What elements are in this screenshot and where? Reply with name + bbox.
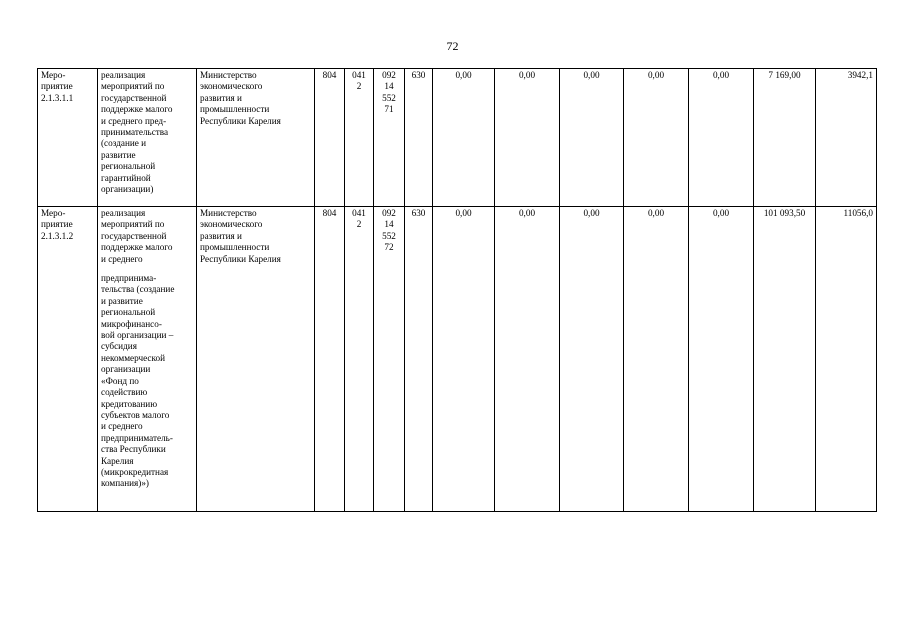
rzpr-cell: 041 2 [345,207,374,512]
grbs-cell: 804 [315,69,345,207]
value-cell-4: 0,00 [624,207,689,512]
measure-cell: Меро- приятие 2.1.3.1.1 [38,69,98,207]
measure-cell: Меро- приятие 2.1.3.1.2 [38,207,98,512]
csr-cell: 092 14 552 72 [374,207,405,512]
value-cell-2: 0,00 [495,69,560,207]
value-cell-6: 101 093,50 [754,207,816,512]
budget-table [37,68,877,512]
value-cell-3: 0,00 [560,69,624,207]
vr-cell: 630 [405,207,433,512]
value-cell-6: 7 169,00 [754,69,816,207]
value-cell-7: 3942,1 [816,69,877,207]
value-cell-5: 0,00 [689,207,754,512]
value-cell-7: 11056,0 [816,207,877,512]
value-cell-5: 0,00 [689,69,754,207]
csr-cell: 092 14 552 71 [374,69,405,207]
value-cell-4: 0,00 [624,69,689,207]
value-cell-2: 0,00 [495,207,560,512]
organization-cell: Министерство экономического развития и промышленности Республики Карелия [197,69,315,207]
page-number: 72 [446,39,459,53]
description-cell: реализация мероприятий по государственной поддержке малого и среднего пред- принимательства (создание и развитие региональной гарантийной организации) [98,69,197,207]
rzpr-cell: 041 2 [345,69,374,207]
table-row [38,207,877,512]
value-cell-1: 0,00 [433,207,495,512]
value-cell-3: 0,00 [560,207,624,512]
grbs-cell: 804 [315,207,345,512]
value-cell-1: 0,00 [433,69,495,207]
vr-cell: 630 [405,69,433,207]
table-row [38,69,877,207]
description-cell: реализация мероприятий по государственной поддержке малого и среднего предпринима- тельства (создание и развитие региональной микрофинансо- вой организации – субсидия некоммерческой организации «Фонд по содействию кредитованию субъектов малого и среднего предприниматель- ства Республики Карелия (микрокредитная компания)») [98,207,197,512]
organization-cell: Министерство экономического развития и промышленности Республики Карелия [197,207,315,512]
